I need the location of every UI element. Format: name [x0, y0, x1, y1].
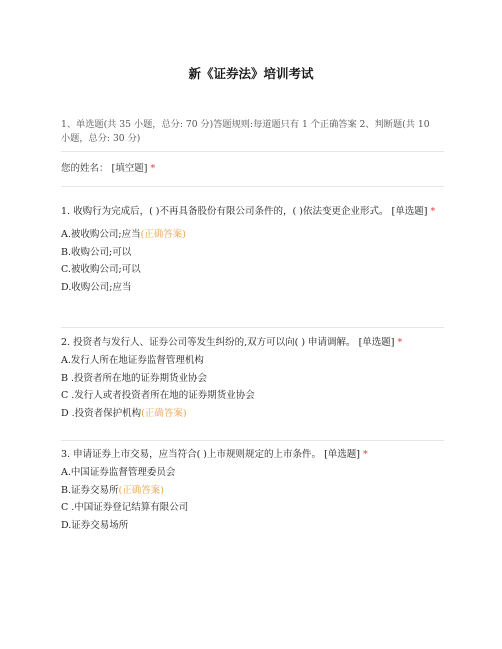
correct-answer-tag: (正确答案)	[118, 484, 164, 496]
question-type: [单选题]	[391, 206, 428, 217]
question-stem: 2. 投资者与发行人、证券公司等发生纠纷的,双方可以向( ) 申请调解。	[61, 337, 356, 348]
option-label: C.被收购公司;可以	[61, 264, 141, 275]
option-label: A.被收购公司;应当	[61, 229, 141, 240]
correct-answer-tag: (正确答案)	[141, 407, 187, 419]
question-1	[61, 203, 444, 296]
option-label: D.收购公司;应当	[61, 281, 132, 293]
option-label: D.证券交易场所	[61, 519, 129, 531]
question-text	[61, 334, 444, 351]
required-mark: *	[397, 337, 403, 348]
question-type: [单选题]	[358, 337, 395, 348]
exam-instructions: 1、单选题(共 35 小题，总分: 70 分)答题规则:每道题只有 1 个正确答案 2、判断题(共 10 小题，总分: 30 分)	[61, 119, 430, 144]
divider	[61, 440, 444, 441]
option-label: B.收购公司;可以	[61, 246, 132, 258]
question-2	[61, 334, 444, 422]
option-c[interactable]	[61, 499, 444, 517]
option-d[interactable]	[61, 517, 444, 535]
option-c[interactable]	[61, 261, 444, 279]
option-b[interactable]	[61, 370, 444, 388]
option-a[interactable]	[61, 464, 444, 482]
option-b[interactable]	[61, 482, 444, 500]
option-label: B.证券交易所	[61, 484, 119, 496]
name-field	[61, 160, 155, 174]
divider	[61, 186, 444, 187]
option-a[interactable]	[61, 226, 444, 244]
option-a[interactable]	[61, 352, 444, 370]
option-label: B .投资者所在地的证券期货业协会	[61, 372, 208, 384]
option-label: A.发行人所在地证券监督管理机构	[61, 355, 204, 366]
option-label: D .投资者保护机构	[61, 407, 142, 419]
question-stem: 1. 收购行为完成后，( )不再具备股份有限公司条件的，( )依法变更企业形式。	[61, 206, 389, 217]
option-d[interactable]	[61, 405, 444, 423]
question-type: [单选题]	[324, 449, 360, 460]
divider	[61, 327, 444, 328]
required-mark: *	[430, 206, 436, 217]
question-text	[61, 203, 444, 220]
question-3	[61, 446, 444, 534]
option-label: A.中国证券监督管理委员会	[61, 467, 176, 478]
required-mark: *	[150, 163, 156, 174]
required-mark: *	[363, 449, 368, 460]
correct-answer-tag: (正确答案)	[140, 229, 187, 240]
name-field-type: [填空题]	[111, 163, 148, 174]
option-d[interactable]	[61, 279, 444, 297]
option-label: C .中国证券登记结算有限公司	[61, 502, 189, 513]
option-label: C .发行人或者投资者所在地的证券期货业协会	[61, 390, 255, 401]
page-title: 新《证券法》培训考试	[188, 66, 314, 81]
divider	[61, 151, 444, 152]
question-text	[61, 446, 444, 463]
question-stem: 3. 申请证券上市交易，应当符合( )上市规则规定的上市条件。	[61, 449, 322, 460]
option-c[interactable]	[61, 387, 444, 405]
name-field-label: 您的姓名：	[61, 163, 109, 174]
option-b[interactable]	[61, 244, 444, 262]
